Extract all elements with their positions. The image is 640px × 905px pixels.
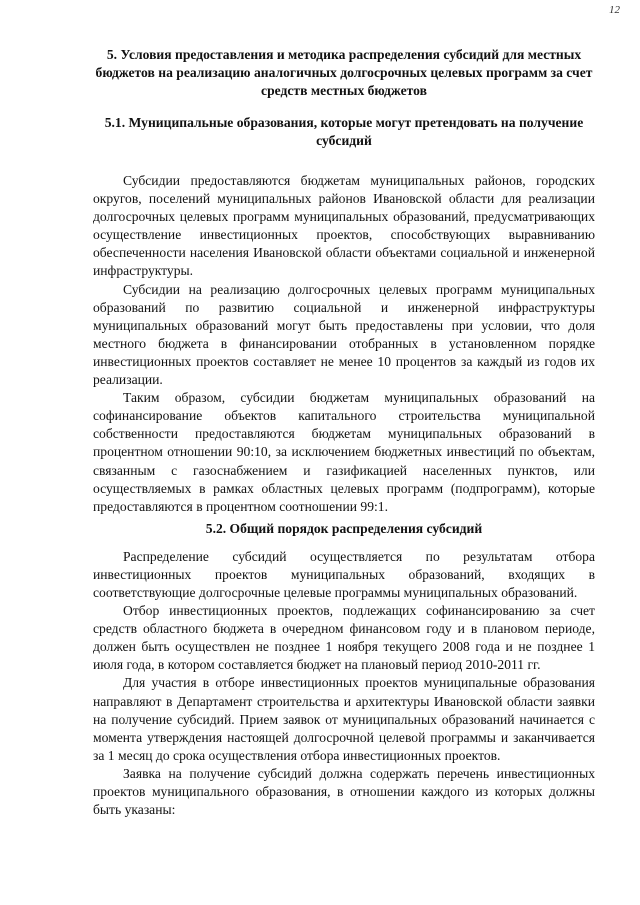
section-title: 5. Условия предоставления и методика распределения субсидий для местных бюджетов на реализацию аналогичных долгосрочных целевых программ за счет средств местных бюджетов	[95, 47, 593, 98]
paragraph: Таким образом, субсидии бюджетам муниципальных образований на софинансирование объектов капитального строительства муниципальной собственности предоставляются бюджетам муниципальных образований в процентном отношении 90:10, за исключением бюджетных инвестиций по объектам, связанным с газоснабжением и газификацией населенных пунктов, или осуществляемых в рамках областных целевых программ (подпрограмм), которые предоставляются в процентном соотношении 99:1.	[93, 390, 595, 514]
subsection-2-title: 5.2. Общий порядок распределения субсидий	[205, 520, 483, 536]
paragraph: Субсидии на реализацию долгосрочных целевых программ муниципальных образований по развитию социальной и инженерной инфраструктуры муниципальных образований могут быть предоставлены при условии, что доля местного бюджета в финансировании отобранных в установленном порядке инвестиционных проектов составляет не менее 10 процентов за каждый из годов их реализации.	[93, 281, 595, 388]
page-number: 12	[609, 4, 620, 16]
paragraph: Распределение субсидий осуществляется по результатам отбора инвестиционных проектов муниципальных образований, входящих в соответствующие долгосрочные целевые программы муниципальных образований.	[93, 548, 595, 600]
subsection-1-title: 5.1. Муниципальные образования, которые могут претендовать на получение субсидий	[104, 115, 584, 148]
paragraph: Заявка на получение субсидий должна содержать перечень инвестиционных проектов муниципального образования, в отношении каждого из которых должны быть указаны:	[93, 765, 595, 818]
paragraph: Для участия в отборе инвестиционных проектов муниципальные образования направляют в Департамент строительства и архитектуры Ивановской области заявки на получение субсидий. Прием заявок от муниципальных образований начинается с момента утверждения настоящей долгосрочной целевой программы и заканчивается за 1 месяц до срока осуществления отбора инвестиционных проектов.	[93, 675, 595, 763]
page-content	[93, 46, 595, 819]
paragraph: Отбор инвестиционных проектов, подлежащих софинансированию за счет средств областного бюджета в очередном финансовом году и в плановом периоде, должен быть осуществлен не позднее 1 ноября текущего 2008 года и не позднее 1 июля года, в котором составляется бюджет на плановый период 2010-2011 гг.	[93, 603, 595, 673]
paragraph: Субсидии предоставляются бюджетам муниципальных районов, городских округов, поселений муниципальных районов Ивановской области для реализации долгосрочных целевых программ муниципальных образований, предусматривающих осуществление инвестиционных проектов, способствующих выравниванию обеспеченности населения Ивановской области объектами социальной и инженерной инфраструктуры.	[93, 173, 595, 279]
